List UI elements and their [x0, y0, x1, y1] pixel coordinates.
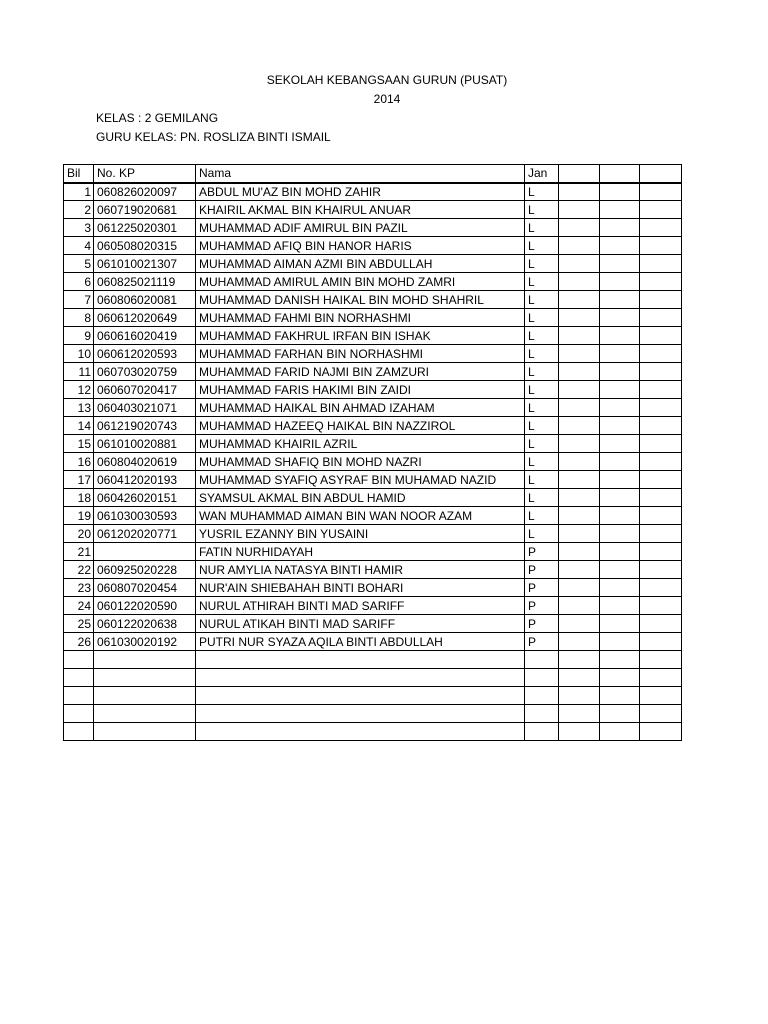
- table-row: [64, 435, 682, 453]
- cell-nama: MUHAMMAD AFIQ BIN HANOR HARIS: [196, 237, 525, 255]
- table-row: [64, 579, 682, 597]
- cell-no-kp: 060826020097: [94, 183, 196, 201]
- cell-blank: [559, 219, 600, 237]
- cell-no-kp: 060703020759: [94, 363, 196, 381]
- cell-blank: [640, 543, 682, 561]
- cell-blank: [600, 417, 640, 435]
- cell-jan: L: [525, 201, 559, 219]
- table-row: [64, 381, 682, 399]
- cell-nama: [196, 669, 525, 687]
- cell-blank: [559, 507, 600, 525]
- cell-bil: 25: [64, 615, 94, 633]
- cell-blank: [559, 327, 600, 345]
- cell-blank: [600, 723, 640, 741]
- cell-jan: P: [525, 543, 559, 561]
- table-row: [64, 651, 682, 669]
- table-row: [64, 273, 682, 291]
- cell-blank: [600, 183, 640, 201]
- cell-blank: [559, 273, 600, 291]
- teacher-label: GURU KELAS: PN. ROSLIZA BINTI ISMAIL: [96, 130, 331, 144]
- cell-blank: [600, 687, 640, 705]
- cell-no-kp: 060807020454: [94, 579, 196, 597]
- column-header-jan: Jan: [525, 165, 559, 183]
- cell-no-kp: 060607020417: [94, 381, 196, 399]
- cell-jan: L: [525, 417, 559, 435]
- cell-bil: 21: [64, 543, 94, 561]
- cell-blank: [640, 273, 682, 291]
- class-label: KELAS : 2 GEMILANG: [96, 111, 219, 125]
- cell-blank: [640, 561, 682, 579]
- cell-blank: [600, 543, 640, 561]
- cell-blank: [559, 255, 600, 273]
- cell-jan: L: [525, 273, 559, 291]
- cell-blank: [600, 453, 640, 471]
- cell-blank: [559, 399, 600, 417]
- cell-no-kp: 060804020619: [94, 453, 196, 471]
- cell-blank: [640, 705, 682, 723]
- cell-no-kp: 061225020301: [94, 219, 196, 237]
- cell-blank: [559, 597, 600, 615]
- cell-jan: [525, 687, 559, 705]
- table-row: [64, 345, 682, 363]
- cell-bil: 20: [64, 525, 94, 543]
- table-body: [64, 183, 682, 741]
- cell-nama: [196, 651, 525, 669]
- table-row: [64, 417, 682, 435]
- table-row: [64, 237, 682, 255]
- cell-nama: [196, 723, 525, 741]
- cell-no-kp: 060612020593: [94, 345, 196, 363]
- cell-blank: [640, 381, 682, 399]
- cell-blank: [600, 219, 640, 237]
- cell-bil: 11: [64, 363, 94, 381]
- cell-blank: [600, 255, 640, 273]
- cell-no-kp: [94, 651, 196, 669]
- table-row: [64, 507, 682, 525]
- cell-blank: [559, 291, 600, 309]
- cell-bil: 12: [64, 381, 94, 399]
- table-row: [64, 705, 682, 723]
- cell-nama: SYAMSUL AKMAL BIN ABDUL HAMID: [196, 489, 525, 507]
- table-row: [64, 615, 682, 633]
- table-row: [64, 219, 682, 237]
- cell-jan: [525, 669, 559, 687]
- cell-bil: 22: [64, 561, 94, 579]
- cell-blank: [559, 201, 600, 219]
- column-header-blank: [600, 165, 640, 183]
- cell-no-kp: 061030020192: [94, 633, 196, 651]
- cell-blank: [559, 687, 600, 705]
- cell-bil: 13: [64, 399, 94, 417]
- cell-blank: [559, 237, 600, 255]
- cell-bil: 2: [64, 201, 94, 219]
- table-row: [64, 597, 682, 615]
- cell-blank: [640, 237, 682, 255]
- cell-blank: [640, 579, 682, 597]
- cell-blank: [600, 363, 640, 381]
- cell-jan: P: [525, 561, 559, 579]
- cell-blank: [600, 615, 640, 633]
- cell-blank: [600, 579, 640, 597]
- table-row: [64, 687, 682, 705]
- cell-no-kp: 060925020228: [94, 561, 196, 579]
- cell-bil: 26: [64, 633, 94, 651]
- cell-blank: [640, 309, 682, 327]
- cell-blank: [559, 453, 600, 471]
- cell-blank: [600, 507, 640, 525]
- cell-blank: [559, 435, 600, 453]
- cell-nama: PUTRI NUR SYAZA AQILA BINTI ABDULLAH: [196, 633, 525, 651]
- cell-blank: [640, 345, 682, 363]
- cell-blank: [559, 345, 600, 363]
- cell-nama: MUHAMMAD FAHMI BIN NORHASHMI: [196, 309, 525, 327]
- cell-bil: [64, 687, 94, 705]
- cell-blank: [600, 291, 640, 309]
- cell-no-kp: 060612020649: [94, 309, 196, 327]
- cell-bil: [64, 669, 94, 687]
- cell-no-kp: [94, 687, 196, 705]
- cell-jan: L: [525, 525, 559, 543]
- cell-blank: [559, 561, 600, 579]
- cell-nama: MUHAMMAD FARHAN BIN NORHASHMI: [196, 345, 525, 363]
- cell-blank: [559, 183, 600, 201]
- cell-no-kp: 060825021119: [94, 273, 196, 291]
- cell-no-kp: 061030030593: [94, 507, 196, 525]
- cell-no-kp: 060719020681: [94, 201, 196, 219]
- cell-nama: FATIN NURHIDAYAH: [196, 543, 525, 561]
- cell-nama: MUHAMMAD SYAFIQ ASYRAF BIN MUHAMAD NAZID: [196, 471, 525, 489]
- table-row: [64, 669, 682, 687]
- table-row: [64, 183, 682, 201]
- cell-blank: [640, 723, 682, 741]
- cell-blank: [600, 273, 640, 291]
- cell-blank: [559, 723, 600, 741]
- cell-jan: [525, 651, 559, 669]
- cell-blank: [600, 327, 640, 345]
- cell-nama: MUHAMMAD ADIF AMIRUL BIN PAZIL: [196, 219, 525, 237]
- cell-blank: [640, 327, 682, 345]
- cell-nama: ABDUL MU'AZ BIN MOHD ZAHIR: [196, 183, 525, 201]
- table-row: [64, 309, 682, 327]
- table-row: [64, 399, 682, 417]
- column-header-nama: Nama: [196, 165, 525, 183]
- cell-no-kp: [94, 723, 196, 741]
- cell-bil: 18: [64, 489, 94, 507]
- cell-blank: [640, 399, 682, 417]
- cell-blank: [600, 309, 640, 327]
- cell-no-kp: [94, 669, 196, 687]
- cell-blank: [559, 309, 600, 327]
- cell-no-kp: 061219020743: [94, 417, 196, 435]
- table-row: [64, 255, 682, 273]
- table-row: [64, 525, 682, 543]
- column-header-blank: [640, 165, 682, 183]
- cell-blank: [600, 561, 640, 579]
- cell-no-kp: [94, 705, 196, 723]
- cell-bil: 7: [64, 291, 94, 309]
- cell-blank: [600, 669, 640, 687]
- cell-blank: [640, 453, 682, 471]
- cell-blank: [559, 705, 600, 723]
- cell-bil: 1: [64, 183, 94, 201]
- cell-blank: [559, 651, 600, 669]
- cell-nama: MUHAMMAD DANISH HAIKAL BIN MOHD SHAHRIL: [196, 291, 525, 309]
- cell-blank: [559, 417, 600, 435]
- cell-jan: L: [525, 435, 559, 453]
- cell-jan: L: [525, 327, 559, 345]
- cell-blank: [600, 345, 640, 363]
- cell-blank: [559, 615, 600, 633]
- cell-blank: [600, 651, 640, 669]
- cell-jan: L: [525, 507, 559, 525]
- cell-nama: MUHAMMAD HAZEEQ HAIKAL BIN NAZZIROL: [196, 417, 525, 435]
- cell-no-kp: 061202020771: [94, 525, 196, 543]
- cell-blank: [640, 219, 682, 237]
- cell-nama: [196, 705, 525, 723]
- cell-jan: P: [525, 597, 559, 615]
- cell-blank: [559, 525, 600, 543]
- table-row: [64, 723, 682, 741]
- cell-blank: [640, 183, 682, 201]
- cell-no-kp: 060616020419: [94, 327, 196, 345]
- table-row: [64, 471, 682, 489]
- cell-no-kp: 061010020881: [94, 435, 196, 453]
- cell-bil: [64, 723, 94, 741]
- table-row: [64, 201, 682, 219]
- cell-jan: [525, 723, 559, 741]
- cell-jan: P: [525, 615, 559, 633]
- cell-bil: 3: [64, 219, 94, 237]
- cell-jan: L: [525, 183, 559, 201]
- cell-no-kp: 060806020081: [94, 291, 196, 309]
- cell-blank: [640, 417, 682, 435]
- cell-blank: [600, 633, 640, 651]
- cell-jan: P: [525, 579, 559, 597]
- cell-blank: [600, 201, 640, 219]
- school-name: SEKOLAH KEBANGSAAN GURUN (PUSAT): [266, 73, 508, 87]
- cell-jan: L: [525, 291, 559, 309]
- cell-bil: 9: [64, 327, 94, 345]
- cell-bil: 16: [64, 453, 94, 471]
- table-row: [64, 633, 682, 651]
- cell-nama: MUHAMMAD SHAFIQ BIN MOHD NAZRI: [196, 453, 525, 471]
- cell-blank: [559, 381, 600, 399]
- cell-blank: [600, 525, 640, 543]
- cell-nama: NURUL ATIKAH BINTI MAD SARIFF: [196, 615, 525, 633]
- cell-blank: [559, 543, 600, 561]
- cell-no-kp: 060412020193: [94, 471, 196, 489]
- cell-jan: L: [525, 363, 559, 381]
- cell-blank: [640, 597, 682, 615]
- cell-blank: [640, 669, 682, 687]
- cell-no-kp: [94, 543, 196, 561]
- column-header-blank: [559, 165, 600, 183]
- cell-no-kp: 060403021071: [94, 399, 196, 417]
- cell-bil: 24: [64, 597, 94, 615]
- cell-nama: MUHAMMAD FAKHRUL IRFAN BIN ISHAK: [196, 327, 525, 345]
- table-row: [64, 543, 682, 561]
- table-row: [64, 327, 682, 345]
- table-row: [64, 489, 682, 507]
- cell-no-kp: 061010021307: [94, 255, 196, 273]
- student-roster-table: [63, 164, 682, 741]
- cell-blank: [640, 471, 682, 489]
- cell-jan: P: [525, 633, 559, 651]
- cell-jan: L: [525, 219, 559, 237]
- table-row: [64, 561, 682, 579]
- cell-bil: 5: [64, 255, 94, 273]
- cell-jan: L: [525, 471, 559, 489]
- cell-nama: YUSRIL EZANNY BIN YUSAINI: [196, 525, 525, 543]
- cell-blank: [600, 597, 640, 615]
- table-row: [64, 291, 682, 309]
- cell-blank: [640, 201, 682, 219]
- cell-nama: MUHAMMAD FARIS HAKIMI BIN ZAIDI: [196, 381, 525, 399]
- cell-blank: [600, 237, 640, 255]
- cell-blank: [640, 435, 682, 453]
- cell-blank: [640, 507, 682, 525]
- cell-bil: 4: [64, 237, 94, 255]
- cell-blank: [559, 471, 600, 489]
- cell-jan: L: [525, 309, 559, 327]
- cell-blank: [559, 669, 600, 687]
- cell-blank: [640, 291, 682, 309]
- cell-bil: 10: [64, 345, 94, 363]
- cell-bil: 23: [64, 579, 94, 597]
- cell-blank: [559, 579, 600, 597]
- cell-blank: [600, 471, 640, 489]
- cell-jan: L: [525, 345, 559, 363]
- cell-bil: [64, 705, 94, 723]
- cell-nama: KHAIRIL AKMAL BIN KHAIRUL ANUAR: [196, 201, 525, 219]
- cell-jan: L: [525, 237, 559, 255]
- cell-bil: 8: [64, 309, 94, 327]
- cell-no-kp: 060426020151: [94, 489, 196, 507]
- cell-blank: [600, 489, 640, 507]
- cell-blank: [600, 435, 640, 453]
- cell-nama: NURUL ATHIRAH BINTI MAD SARIFF: [196, 597, 525, 615]
- cell-blank: [600, 399, 640, 417]
- cell-nama: NUR'AIN SHIEBAHAH BINTI BOHARI: [196, 579, 525, 597]
- cell-nama: MUHAMMAD AMIRUL AMIN BIN MOHD ZAMRI: [196, 273, 525, 291]
- cell-bil: 15: [64, 435, 94, 453]
- cell-bil: 6: [64, 273, 94, 291]
- cell-nama: MUHAMMAD HAIKAL BIN AHMAD IZAHAM: [196, 399, 525, 417]
- cell-jan: L: [525, 399, 559, 417]
- cell-no-kp: 060122020638: [94, 615, 196, 633]
- cell-bil: 17: [64, 471, 94, 489]
- cell-bil: 19: [64, 507, 94, 525]
- cell-no-kp: 060122020590: [94, 597, 196, 615]
- cell-jan: L: [525, 453, 559, 471]
- cell-jan: L: [525, 381, 559, 399]
- cell-blank: [640, 525, 682, 543]
- column-header-bil: Bil: [64, 165, 94, 183]
- cell-blank: [640, 363, 682, 381]
- cell-blank: [640, 615, 682, 633]
- cell-jan: L: [525, 489, 559, 507]
- cell-no-kp: 060508020315: [94, 237, 196, 255]
- cell-blank: [559, 489, 600, 507]
- cell-blank: [600, 381, 640, 399]
- cell-jan: L: [525, 255, 559, 273]
- cell-blank: [600, 705, 640, 723]
- cell-nama: WAN MUHAMMAD AIMAN BIN WAN NOOR AZAM: [196, 507, 525, 525]
- cell-blank: [640, 255, 682, 273]
- cell-nama: MUHAMMAD KHAIRIL AZRIL: [196, 435, 525, 453]
- cell-nama: MUHAMMAD AIMAN AZMI BIN ABDULLAH: [196, 255, 525, 273]
- table-row: [64, 453, 682, 471]
- column-header-no-kp: No. KP: [94, 165, 196, 183]
- table-row: [64, 363, 682, 381]
- cell-blank: [559, 633, 600, 651]
- cell-blank: [640, 651, 682, 669]
- cell-bil: [64, 651, 94, 669]
- cell-blank: [640, 489, 682, 507]
- cell-blank: [559, 363, 600, 381]
- document-year: 2014: [373, 92, 401, 106]
- cell-nama: NUR AMYLIA NATASYA BINTI HAMIR: [196, 561, 525, 579]
- table-header-row: [64, 165, 682, 183]
- cell-blank: [640, 687, 682, 705]
- cell-nama: MUHAMMAD FARID NAJMI BIN ZAMZURI: [196, 363, 525, 381]
- cell-bil: 14: [64, 417, 94, 435]
- cell-blank: [640, 633, 682, 651]
- cell-jan: [525, 705, 559, 723]
- cell-nama: [196, 687, 525, 705]
